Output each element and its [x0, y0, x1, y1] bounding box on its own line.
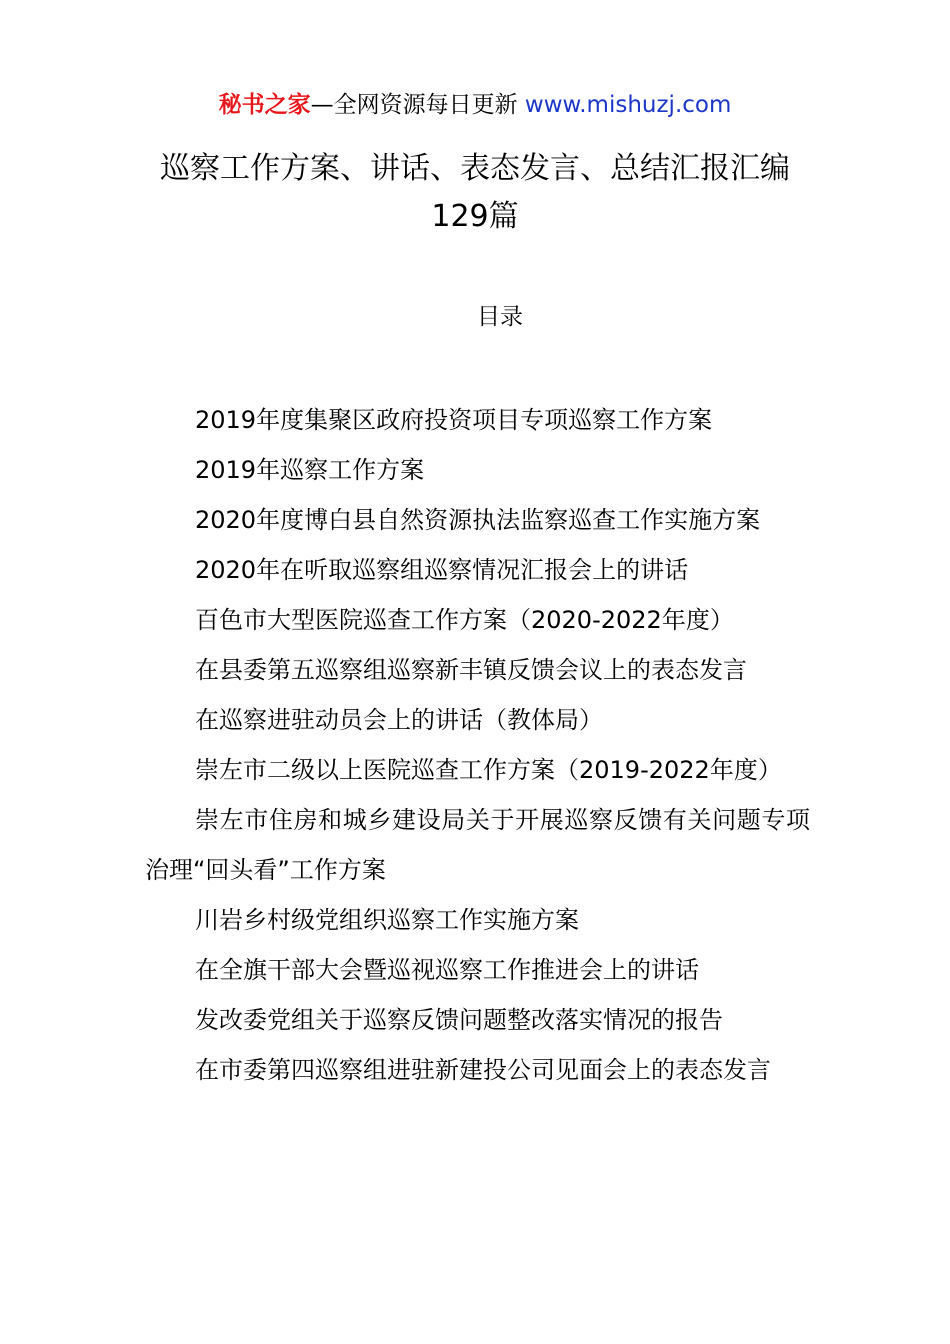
document-title: 巡察工作方案、讲话、表态发言、总结汇报汇编129篇: [160, 151, 790, 234]
toc-item[interactable]: 在全旗干部大会暨巡视巡察工作推进会上的讲话: [195, 956, 699, 984]
toc-item[interactable]: 发改委党组关于巡察反馈问题整改落实情况的报告: [195, 1006, 723, 1034]
site-header: [0, 88, 950, 122]
toc-item[interactable]: 在市委第四巡察组进驻新建投公司见面会上的表态发言: [195, 1056, 771, 1084]
toc-item[interactable]: 2019年巡察工作方案: [195, 456, 425, 484]
toc-item[interactable]: 2020年在听取巡察组巡察情况汇报会上的讲话: [195, 556, 689, 584]
table-of-contents: [145, 395, 810, 1095]
toc-item[interactable]: 百色市大型医院巡查工作方案（2020-2022年度）: [195, 606, 734, 634]
toc-item[interactable]: 川岩乡村级党组织巡察工作实施方案: [195, 906, 579, 934]
toc-item[interactable]: 崇左市二级以上医院巡查工作方案（2019-2022年度）: [195, 756, 782, 784]
toc-item[interactable]: 在县委第五巡察组巡察新丰镇反馈会议上的表态发言: [195, 656, 747, 684]
header-tagline: —全网资源每日更新: [310, 92, 525, 118]
toc-item[interactable]: 2020年度博白县自然资源执法监察巡查工作实施方案: [195, 506, 761, 534]
brand-name: 秘书之家: [218, 92, 311, 118]
toc-heading: 目录: [477, 304, 523, 330]
toc-item[interactable]: 在巡察进驻动员会上的讲话（教体局）: [195, 706, 603, 734]
toc-item[interactable]: 崇左市住房和城乡建设局关于开展巡察反馈有关问题专项治理“回头看”工作方案: [145, 806, 810, 884]
site-url-link[interactable]: www.mishuzj.com: [524, 92, 732, 118]
toc-item[interactable]: 2019年度集聚区政府投资项目专项巡察工作方案: [195, 406, 713, 434]
